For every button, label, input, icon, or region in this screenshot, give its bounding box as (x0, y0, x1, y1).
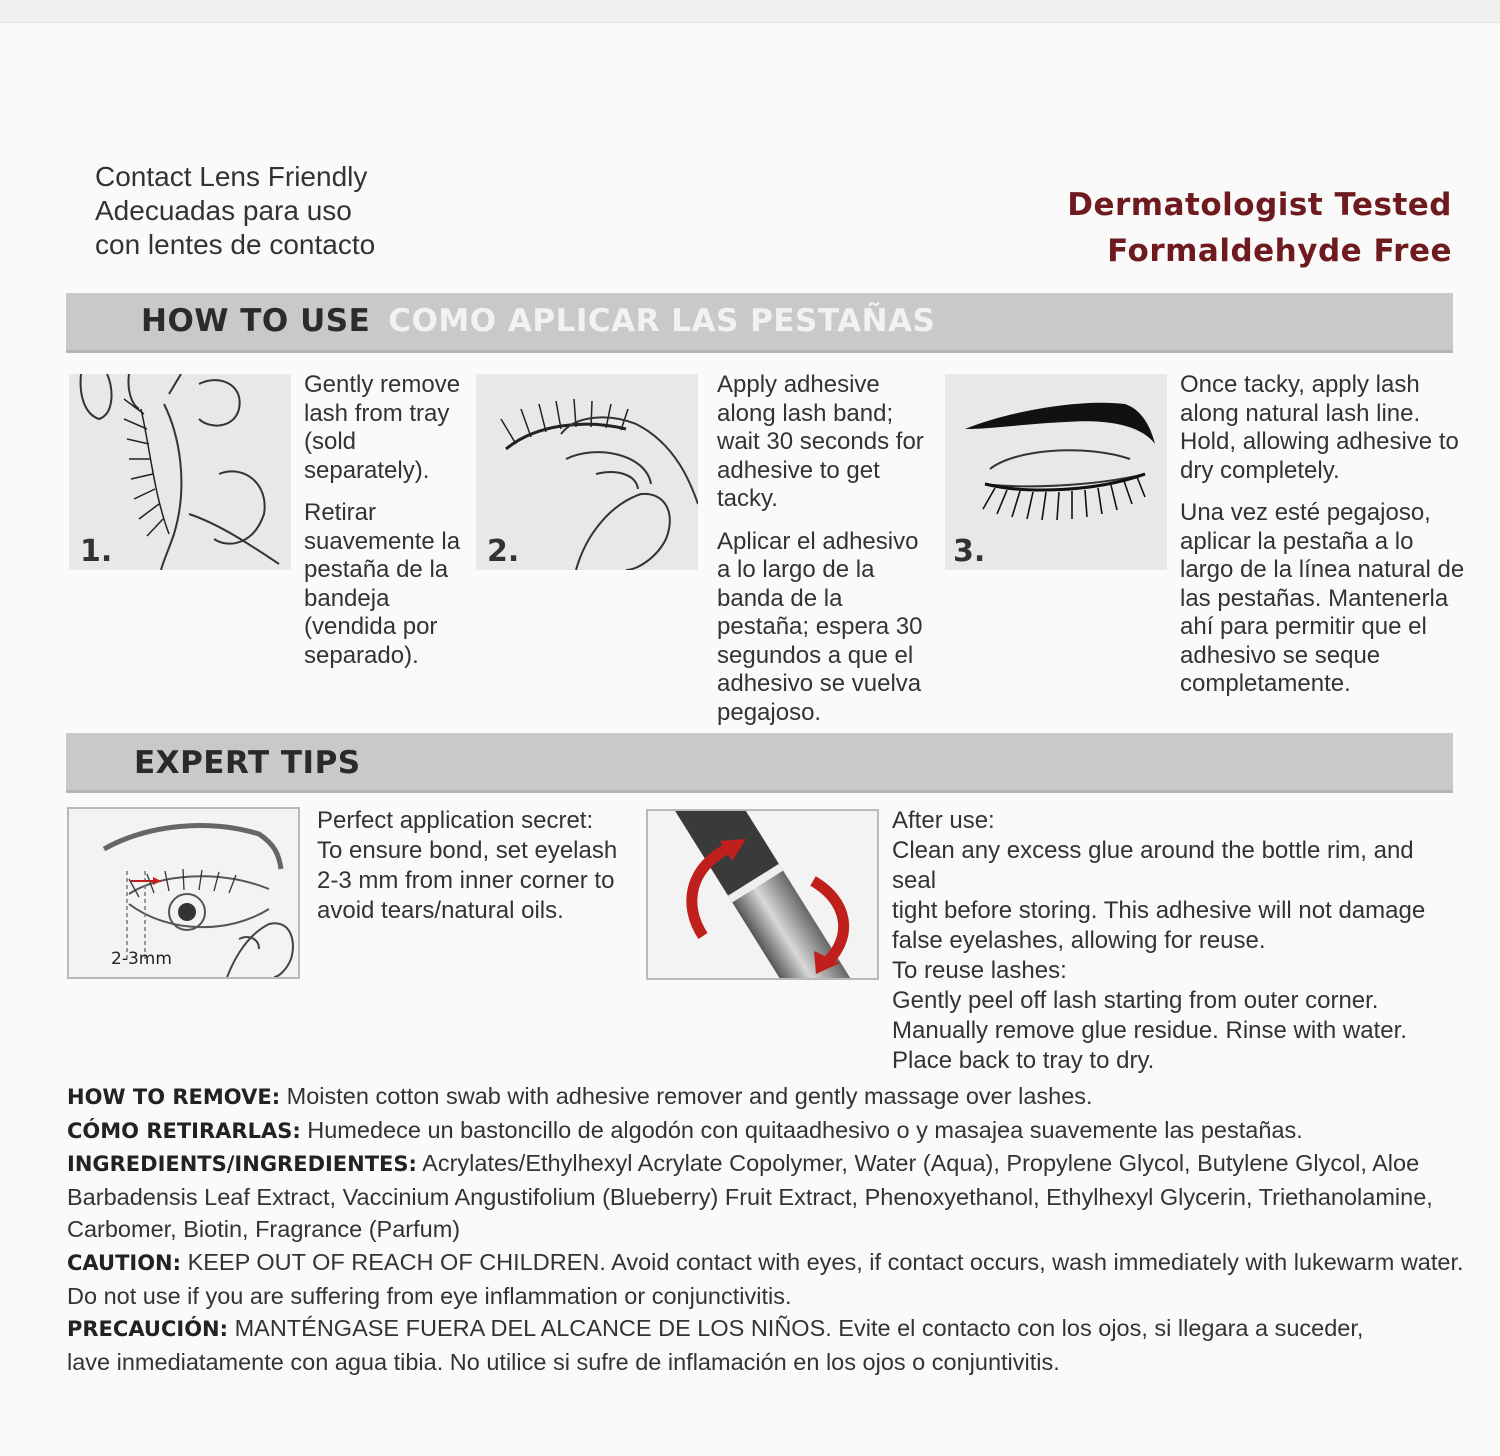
expert-tips-band (66, 733, 1453, 793)
ingredients-row (67, 1147, 1457, 1181)
caution-line: KEEP OUT OF REACH OF CHILDREN. Avoid contact with eyes, if contact occurs, wash immediately with lukewarm water. (187, 1248, 1464, 1275)
step-1-text-es: Retirar suavemente la pestaña de la bandeja (vendida por separado). (304, 499, 461, 669)
precaucion-line: lave inmediatamente con agua tibia. No utilice si sufre de inflamación en los ojos o conjuntivitis. (67, 1348, 1060, 1375)
tip-1-line: avoid tears/natural oils. (317, 897, 564, 924)
how-to-remove-row (67, 1080, 1457, 1114)
dermatologist-tested: Dermatologist Tested (1067, 187, 1452, 223)
bottom-instructions (67, 1080, 1464, 1378)
claims-block (1067, 182, 1452, 274)
tip-2-line: tight before storing. This adhesive will not damage (892, 897, 1426, 924)
tip-2-line: Gently peel off lash starting from outer corner. (892, 987, 1379, 1014)
step-1-text (304, 371, 469, 684)
tip-2-line: Clean any excess glue around the bottle rim, and seal (892, 837, 1414, 894)
tip-2-line: false eyelashes, allowing for reuse. (892, 927, 1266, 954)
how-to-use-band (66, 293, 1453, 353)
formaldehyde-free: Formaldehyde Free (1107, 233, 1452, 269)
step-3-text-es: Una vez esté pegajoso, aplicar la pestaña a lo largo de la línea natural de las pestañas. Mantenerla ahí para permitir que el adhesivo se seque completamente. (1180, 499, 1465, 697)
precaucion-row (67, 1312, 1457, 1346)
tip-1-text (317, 806, 637, 926)
precaucion-line: MANTÉNGASE FUERA DEL ALCANCE DE LOS NIÑOS. Evite el contacto con los ojos, si llegara a suceder, (234, 1315, 1364, 1342)
expert-tips-title: EXPERT TIPS (134, 745, 361, 781)
como-retirarlas-label: CÓMO RETIRARLAS: (67, 1118, 301, 1143)
how-to-use-title (141, 303, 935, 339)
step-3-text (1180, 371, 1465, 713)
package-top-edge (0, 0, 1500, 23)
tip-2-line: To reuse lashes: (892, 957, 1067, 984)
tip-2-illustration (646, 809, 879, 980)
ingredients-line: Carbomer, Biotin, Fragrance (Parfum) (67, 1216, 461, 1243)
caution-line: Do not use if you are suffering from eye inflammation or conjunctivitis. (67, 1282, 792, 1309)
step-2-number: 2. (487, 534, 520, 569)
how-to-use-title-es: COMO APLICAR LAS PESTAÑAS (388, 303, 936, 339)
tip-2-line: Place back to tray to dry. (892, 1047, 1155, 1074)
step-2-text (717, 371, 937, 741)
tip-2-line: After use: (892, 807, 995, 834)
bottle-seal-icon (648, 811, 877, 978)
how-to-use-title-en: HOW TO USE (141, 303, 371, 339)
precaucion-label: PRECAUCIÓN: (67, 1317, 229, 1342)
step-2-text-es: Aplicar el adhesivo a lo largo de la banda de la pestaña; espera 30 segundos a que el adhesivo se vuelva pegajoso. (717, 527, 923, 726)
step-2-text-en: Apply adhesive along lash band; wait 30 seconds for adhesive to get tacky. (717, 371, 924, 512)
step-3-text-en: Once tacky, apply lash along natural lash line. Hold, allowing adhesive to dry completely. (1180, 371, 1459, 484)
step-2-illustration (476, 374, 698, 570)
tip-1-measure-label: 2-3mm (111, 949, 172, 969)
tip-1-line: 2-3 mm from inner corner to (317, 867, 615, 894)
tip-2-line: Manually remove glue residue. Rinse with water. (892, 1017, 1407, 1044)
tip-1-line: To ensure bond, set eyelash (317, 837, 618, 864)
contact-lens-es-1: Adecuadas para uso (95, 195, 352, 226)
step-3-number: 3. (953, 534, 986, 569)
step-1-text-en: Gently remove lash from tray (sold separately). (304, 371, 461, 484)
eye-placement-icon (69, 809, 298, 977)
how-to-remove-text: Moisten cotton swab with adhesive remover and gently massage over lashes. (286, 1083, 1093, 1109)
contact-lens-es-2: con lentes de contacto (95, 229, 376, 260)
how-to-remove-label: HOW TO REMOVE: (67, 1085, 281, 1109)
caution-label: CAUTION: (67, 1250, 182, 1275)
contact-lens-en: Contact Lens Friendly (95, 161, 368, 192)
ingredients-label: INGREDIENTS/INGREDIENTES: (67, 1152, 417, 1177)
como-retirarlas-row (67, 1114, 1457, 1148)
tip-1-line: Perfect application secret: (317, 807, 594, 834)
ingredients-line: Acrylates/Ethylhexyl Acrylate Copolymer, Water (Aqua), Propylene Glycol, Butylene Glycol, Aloe (422, 1150, 1420, 1177)
tip-2-text (892, 806, 1462, 1076)
step-1-illustration (69, 374, 291, 570)
ingredients-line: Barbadensis Leaf Extract, Vaccinium Angustifolium (Blueberry) Fruit Extract, Phenoxyethanol, Ethylhexyl Glycerin, Triethanolamine, (67, 1183, 1433, 1210)
contact-lens-badge (95, 160, 375, 262)
step-1-number: 1. (80, 534, 113, 569)
tip-1-illustration (67, 807, 300, 979)
step-3-illustration (945, 374, 1167, 570)
como-retirarlas-text: Humedece un bastoncillo de algodón con quitaadhesivo o y masajea suavemente las pestañas. (307, 1116, 1303, 1143)
caution-row (67, 1246, 1464, 1280)
